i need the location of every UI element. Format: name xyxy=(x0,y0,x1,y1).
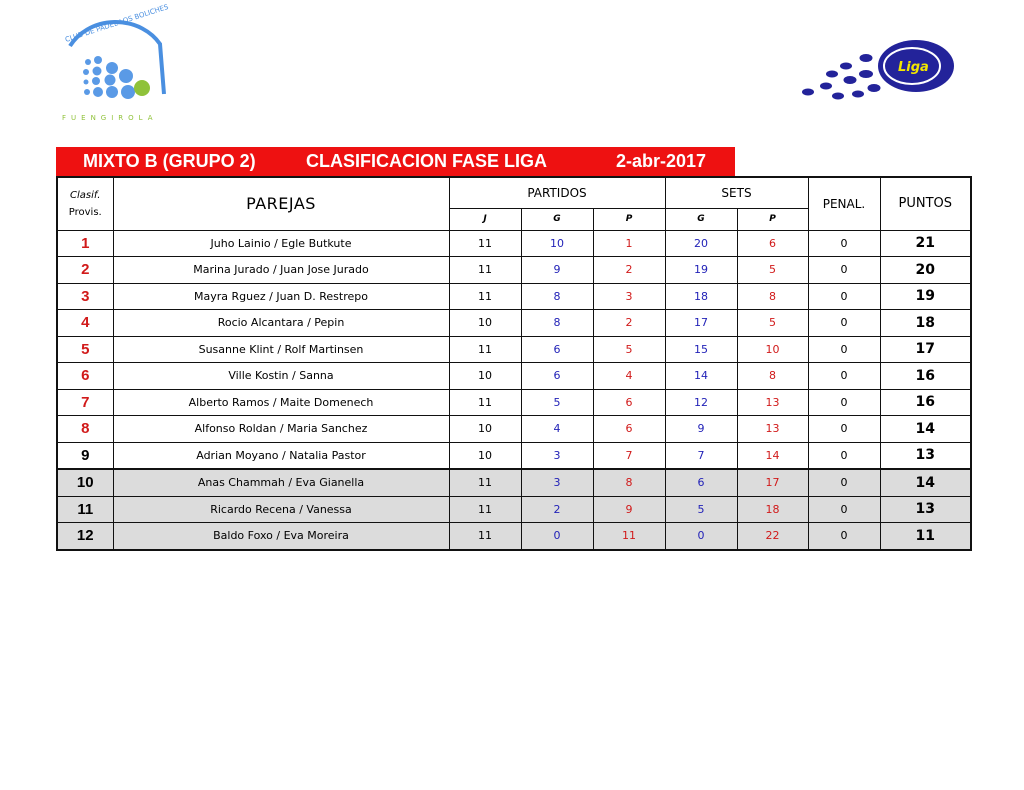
sets-won-cell: 20 xyxy=(665,230,737,257)
club-logo-icon xyxy=(60,2,180,124)
rank-cell: 4 xyxy=(57,310,113,337)
won-cell: 8 xyxy=(521,283,593,310)
rank-cell: 12 xyxy=(57,523,113,550)
points-cell: 19 xyxy=(880,283,971,310)
classification-title: CLASIFICACION FASE LIGA xyxy=(306,151,548,171)
penalty-cell: 0 xyxy=(808,283,880,310)
penalty-cell: 0 xyxy=(808,469,880,496)
sets-lost-cell: 22 xyxy=(737,523,808,550)
header-partidos-j: J xyxy=(449,208,521,230)
pair-cell: Alfonso Roldan / Maria Sanchez xyxy=(113,416,449,443)
penalty-cell: 0 xyxy=(808,496,880,523)
lost-cell: 11 xyxy=(593,523,665,550)
sets-won-cell: 5 xyxy=(665,496,737,523)
sets-won-cell: 15 xyxy=(665,336,737,363)
header-penal: PENAL. xyxy=(808,177,880,230)
sets-won-cell: 6 xyxy=(665,469,737,496)
pair-cell: Juho Lainio / Egle Butkute xyxy=(113,230,449,257)
header-clasif-line1: Clasif. xyxy=(70,189,101,201)
sets-won-cell: 19 xyxy=(665,257,737,284)
penalty-cell: 0 xyxy=(808,336,880,363)
sets-won-cell: 0 xyxy=(665,523,737,550)
sets-lost-cell: 10 xyxy=(737,336,808,363)
header-clasif xyxy=(57,177,113,230)
sets-lost-cell: 14 xyxy=(737,442,808,469)
club-logo xyxy=(60,2,180,124)
title-banner xyxy=(56,147,735,176)
won-cell: 9 xyxy=(521,257,593,284)
lost-cell: 3 xyxy=(593,283,665,310)
group-title: MIXTO B (GRUPO 2) xyxy=(83,151,256,171)
played-cell: 10 xyxy=(449,442,521,469)
rank-cell: 7 xyxy=(57,389,113,416)
played-cell: 11 xyxy=(449,257,521,284)
sets-won-cell: 9 xyxy=(665,416,737,443)
penalty-cell: 0 xyxy=(808,442,880,469)
standings-table xyxy=(56,176,972,551)
pair-cell: Alberto Ramos / Maite Domenech xyxy=(113,389,449,416)
header-parejas: PAREJAS xyxy=(113,177,449,230)
points-cell: 14 xyxy=(880,416,971,443)
pair-cell: Mayra Rguez / Juan D. Restrepo xyxy=(113,283,449,310)
header-sets-g: G xyxy=(665,208,737,230)
table-row xyxy=(57,496,971,523)
points-cell: 11 xyxy=(880,523,971,550)
sets-lost-cell: 6 xyxy=(737,230,808,257)
won-cell: 3 xyxy=(521,469,593,496)
sets-lost-cell: 17 xyxy=(737,469,808,496)
sets-lost-cell: 13 xyxy=(737,389,808,416)
header-partidos-g: G xyxy=(521,208,593,230)
sets-won-cell: 18 xyxy=(665,283,737,310)
lost-cell: 6 xyxy=(593,389,665,416)
liga-text: Liga xyxy=(898,60,929,75)
pair-cell: Adrian Moyano / Natalia Pastor xyxy=(113,442,449,469)
rank-cell: 6 xyxy=(57,363,113,390)
club-city-text: FUENGIROLA xyxy=(62,114,158,122)
liga-logo-icon xyxy=(798,36,958,102)
won-cell: 5 xyxy=(521,389,593,416)
pair-cell: Baldo Foxo / Eva Moreira xyxy=(113,523,449,550)
played-cell: 11 xyxy=(449,283,521,310)
lost-cell: 9 xyxy=(593,496,665,523)
sets-won-cell: 17 xyxy=(665,310,737,337)
points-cell: 18 xyxy=(880,310,971,337)
rank-cell: 9 xyxy=(57,442,113,469)
club-arc-text: CLUB DE PADEL LOS BOLICHES xyxy=(64,2,170,44)
penalty-cell: 0 xyxy=(808,230,880,257)
table-row xyxy=(57,416,971,443)
won-cell: 6 xyxy=(521,336,593,363)
played-cell: 11 xyxy=(449,230,521,257)
rank-cell: 1 xyxy=(57,230,113,257)
points-cell: 14 xyxy=(880,469,971,496)
sets-lost-cell: 5 xyxy=(737,257,808,284)
header-puntos: PUNTOS xyxy=(880,177,971,230)
penalty-cell: 0 xyxy=(808,363,880,390)
sets-won-cell: 7 xyxy=(665,442,737,469)
liga-logo xyxy=(798,36,958,102)
points-cell: 21 xyxy=(880,230,971,257)
penalty-cell: 0 xyxy=(808,416,880,443)
lost-cell: 2 xyxy=(593,310,665,337)
rank-cell: 8 xyxy=(57,416,113,443)
played-cell: 10 xyxy=(449,363,521,390)
header-partidos-p: P xyxy=(593,208,665,230)
won-cell: 4 xyxy=(521,416,593,443)
penalty-cell: 0 xyxy=(808,523,880,550)
pair-cell: Susanne Klint / Rolf Martinsen xyxy=(113,336,449,363)
sets-lost-cell: 18 xyxy=(737,496,808,523)
table-row xyxy=(57,283,971,310)
pair-cell: Anas Chammah / Eva Gianella xyxy=(113,469,449,496)
rank-cell: 3 xyxy=(57,283,113,310)
header-row xyxy=(57,177,971,208)
sets-won-cell: 14 xyxy=(665,363,737,390)
table-row xyxy=(57,469,971,496)
won-cell: 2 xyxy=(521,496,593,523)
header-sets: SETS xyxy=(665,177,808,208)
sets-lost-cell: 13 xyxy=(737,416,808,443)
sets-lost-cell: 8 xyxy=(737,363,808,390)
won-cell: 10 xyxy=(521,230,593,257)
header-clasif-line2: Provis. xyxy=(68,206,102,218)
rank-cell: 11 xyxy=(57,496,113,523)
won-cell: 8 xyxy=(521,310,593,337)
penalty-cell: 0 xyxy=(808,257,880,284)
played-cell: 11 xyxy=(449,389,521,416)
won-cell: 3 xyxy=(521,442,593,469)
played-cell: 11 xyxy=(449,523,521,550)
rank-cell: 10 xyxy=(57,469,113,496)
classification-date: 2-abr-2017 xyxy=(616,151,707,171)
table-row xyxy=(57,257,971,284)
table-row xyxy=(57,310,971,337)
played-cell: 10 xyxy=(449,310,521,337)
table-row xyxy=(57,336,971,363)
lost-cell: 2 xyxy=(593,257,665,284)
table-row xyxy=(57,442,971,469)
header-partidos: PARTIDOS xyxy=(449,177,665,208)
points-cell: 17 xyxy=(880,336,971,363)
lost-cell: 8 xyxy=(593,469,665,496)
pair-cell: Rocio Alcantara / Pepin xyxy=(113,310,449,337)
lost-cell: 4 xyxy=(593,363,665,390)
points-cell: 20 xyxy=(880,257,971,284)
pair-cell: Ricardo Recena / Vanessa xyxy=(113,496,449,523)
lost-cell: 6 xyxy=(593,416,665,443)
lost-cell: 7 xyxy=(593,442,665,469)
sets-lost-cell: 8 xyxy=(737,283,808,310)
points-cell: 13 xyxy=(880,442,971,469)
won-cell: 0 xyxy=(521,523,593,550)
table-row xyxy=(57,230,971,257)
points-cell: 16 xyxy=(880,363,971,390)
points-cell: 13 xyxy=(880,496,971,523)
table-row xyxy=(57,523,971,550)
played-cell: 11 xyxy=(449,496,521,523)
penalty-cell: 0 xyxy=(808,389,880,416)
rank-cell: 5 xyxy=(57,336,113,363)
sets-won-cell: 12 xyxy=(665,389,737,416)
pair-cell: Ville Kostin / Sanna xyxy=(113,363,449,390)
table-row xyxy=(57,389,971,416)
won-cell: 6 xyxy=(521,363,593,390)
points-cell: 16 xyxy=(880,389,971,416)
played-cell: 10 xyxy=(449,416,521,443)
rank-cell: 2 xyxy=(57,257,113,284)
lost-cell: 1 xyxy=(593,230,665,257)
played-cell: 11 xyxy=(449,336,521,363)
played-cell: 11 xyxy=(449,469,521,496)
pair-cell: Marina Jurado / Juan Jose Jurado xyxy=(113,257,449,284)
table-row xyxy=(57,363,971,390)
header-sets-p: P xyxy=(737,208,808,230)
penalty-cell: 0 xyxy=(808,310,880,337)
sets-lost-cell: 5 xyxy=(737,310,808,337)
lost-cell: 5 xyxy=(593,336,665,363)
